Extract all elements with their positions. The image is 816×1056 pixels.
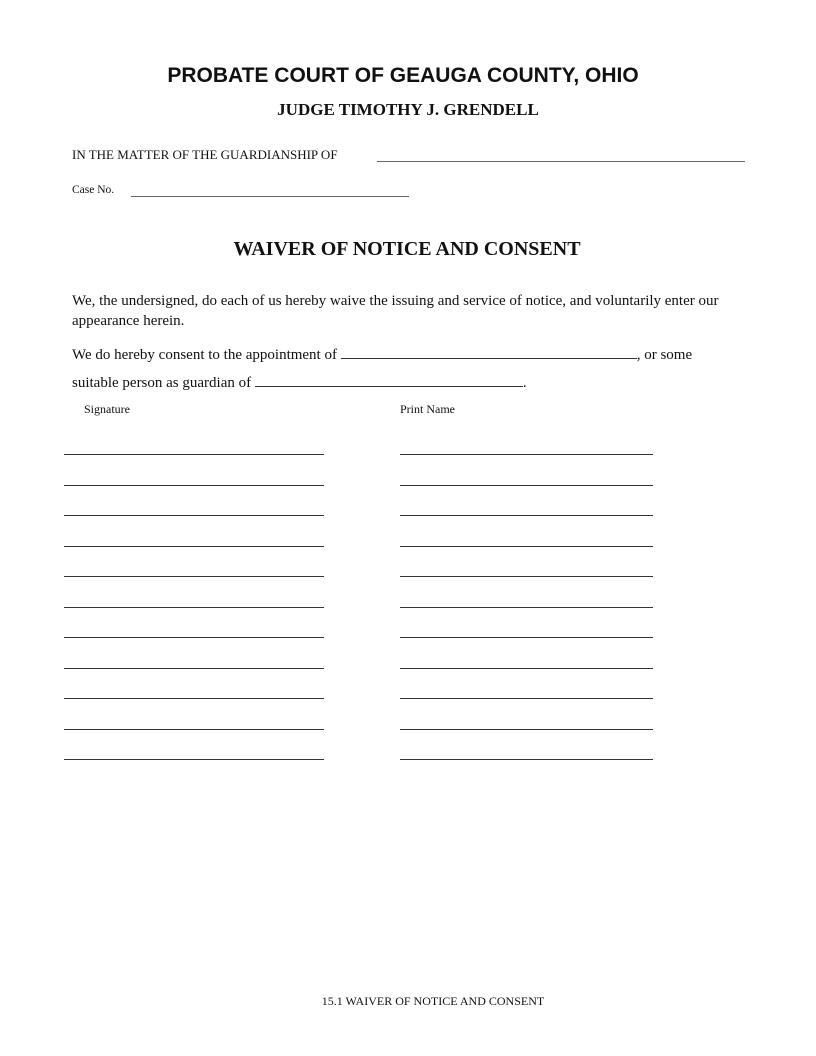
signature-field[interactable] [64,759,324,760]
print-name-field[interactable] [400,637,653,638]
print-name-field[interactable] [400,698,653,699]
consent-suffix: , or some [636,347,693,363]
form-title: WAIVER OF NOTICE AND CONSENT [233,238,581,260]
signature-field[interactable] [64,698,324,699]
signature-field[interactable] [64,576,324,577]
print-name-field[interactable] [400,729,653,730]
guardian-suffix: . [522,375,527,391]
print-name-field[interactable] [400,485,653,486]
signature-field[interactable] [64,729,324,730]
print-name-field[interactable] [400,759,653,760]
case-number-field[interactable] [131,196,409,197]
print-name-field[interactable] [400,668,653,669]
waiver-paragraph: We, the undersigned, do each of us hereby waive the issuing and service of notice, and voluntarily enter our appearance herein. [72,293,719,329]
signature-field[interactable] [64,668,324,669]
guardian-line [72,374,527,392]
print-name-field[interactable] [400,546,653,547]
print-name-field[interactable] [400,576,653,577]
signature-field[interactable] [64,637,324,638]
signature-field[interactable] [64,607,324,608]
guardianship-label: IN THE MATTER OF THE GUARDIANSHIP OF [72,147,338,162]
signature-field[interactable] [64,454,324,455]
print-name-field[interactable] [400,515,653,516]
print-name-field[interactable] [400,607,653,608]
case-number-label: Case No. [72,184,115,196]
guardian-prefix: suitable person as guardian of [72,375,252,391]
signature-field[interactable] [64,515,324,516]
ward-field[interactable] [255,374,523,387]
signature-field[interactable] [64,546,324,547]
consent-line [72,346,692,364]
signature-column-label: Signature [84,402,130,416]
signature-field[interactable] [64,485,324,486]
print-name-field[interactable] [400,454,653,455]
guardianship-name-field[interactable] [377,161,745,162]
appointee-field[interactable] [341,346,637,359]
court-title: PROBATE COURT OF GEAUGA COUNTY, OHIO [167,64,639,87]
judge-name: JUDGE TIMOTHY J. GRENDELL [277,100,539,119]
consent-prefix: We do hereby consent to the appointment of [72,347,337,363]
footer: 15.1 WAIVER OF NOTICE AND CONSENT [321,994,545,1008]
print-name-column-label: Print Name [400,402,455,416]
